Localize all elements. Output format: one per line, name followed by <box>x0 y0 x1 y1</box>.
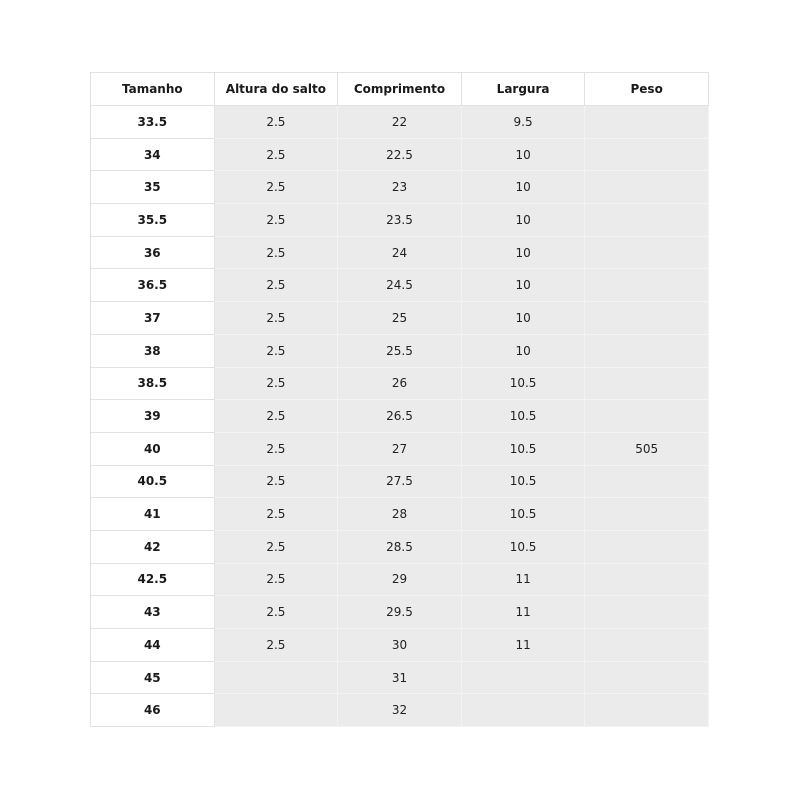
cell-width: 11 <box>461 629 585 662</box>
cell-heel-height: 2.5 <box>214 563 338 596</box>
cell-length: 28.5 <box>338 530 462 563</box>
cell-size: 42 <box>91 530 215 563</box>
table-row <box>91 432 709 465</box>
cell-width <box>461 661 585 694</box>
cell-width: 10.5 <box>461 498 585 531</box>
cell-weight <box>585 106 709 139</box>
cell-heel-height: 2.5 <box>214 236 338 269</box>
cell-heel-height: 2.5 <box>214 138 338 171</box>
cell-size: 36.5 <box>91 269 215 302</box>
cell-length: 22.5 <box>338 138 462 171</box>
cell-length: 23.5 <box>338 204 462 237</box>
cell-length: 32 <box>338 694 462 727</box>
table-row <box>91 694 709 727</box>
cell-width: 10 <box>461 204 585 237</box>
cell-width: 11 <box>461 563 585 596</box>
cell-weight <box>585 563 709 596</box>
cell-length: 26 <box>338 367 462 400</box>
cell-heel-height: 2.5 <box>214 465 338 498</box>
cell-size: 36 <box>91 236 215 269</box>
cell-weight <box>585 138 709 171</box>
cell-heel-height: 2.5 <box>214 106 338 139</box>
cell-length: 26.5 <box>338 400 462 433</box>
table-row <box>91 367 709 400</box>
cell-heel-height: 2.5 <box>214 629 338 662</box>
cell-length: 29 <box>338 563 462 596</box>
table-row <box>91 269 709 302</box>
cell-length: 24.5 <box>338 269 462 302</box>
cell-weight <box>585 334 709 367</box>
table-header <box>91 73 709 106</box>
cell-width: 10 <box>461 302 585 335</box>
cell-weight <box>585 694 709 727</box>
cell-heel-height <box>214 694 338 727</box>
cell-heel-height: 2.5 <box>214 596 338 629</box>
cell-size: 38.5 <box>91 367 215 400</box>
cell-weight <box>585 171 709 204</box>
column-header-altura-do-salto: Altura do salto <box>214 73 338 106</box>
table-row <box>91 236 709 269</box>
cell-length: 31 <box>338 661 462 694</box>
cell-length: 24 <box>338 236 462 269</box>
cell-heel-height: 2.5 <box>214 334 338 367</box>
cell-width: 10.5 <box>461 530 585 563</box>
cell-size: 37 <box>91 302 215 335</box>
table-body <box>91 106 709 727</box>
cell-size: 38 <box>91 334 215 367</box>
cell-weight <box>585 204 709 237</box>
table-row <box>91 106 709 139</box>
cell-length: 28 <box>338 498 462 531</box>
cell-size: 45 <box>91 661 215 694</box>
table-row <box>91 400 709 433</box>
cell-heel-height: 2.5 <box>214 269 338 302</box>
cell-weight: 505 <box>585 432 709 465</box>
column-header-peso: Peso <box>585 73 709 106</box>
cell-weight <box>585 498 709 531</box>
size-chart-table <box>90 72 709 727</box>
cell-heel-height: 2.5 <box>214 171 338 204</box>
table-row <box>91 171 709 204</box>
table-row <box>91 498 709 531</box>
cell-width <box>461 694 585 727</box>
cell-width: 10 <box>461 138 585 171</box>
cell-size: 33.5 <box>91 106 215 139</box>
cell-heel-height <box>214 661 338 694</box>
cell-weight <box>585 530 709 563</box>
table-row <box>91 204 709 237</box>
cell-length: 29.5 <box>338 596 462 629</box>
header-row <box>91 73 709 106</box>
cell-weight <box>585 236 709 269</box>
cell-width: 10 <box>461 334 585 367</box>
cell-size: 46 <box>91 694 215 727</box>
cell-size: 42.5 <box>91 563 215 596</box>
cell-size: 40 <box>91 432 215 465</box>
cell-width: 10 <box>461 269 585 302</box>
cell-weight <box>585 596 709 629</box>
table-row <box>91 530 709 563</box>
table-row <box>91 661 709 694</box>
cell-heel-height: 2.5 <box>214 432 338 465</box>
cell-heel-height: 2.5 <box>214 367 338 400</box>
column-header-comprimento: Comprimento <box>338 73 462 106</box>
cell-length: 25 <box>338 302 462 335</box>
cell-width: 10.5 <box>461 465 585 498</box>
cell-weight <box>585 661 709 694</box>
table-row <box>91 596 709 629</box>
cell-weight <box>585 367 709 400</box>
cell-heel-height: 2.5 <box>214 498 338 531</box>
cell-weight <box>585 400 709 433</box>
cell-size: 35.5 <box>91 204 215 237</box>
cell-size: 44 <box>91 629 215 662</box>
cell-width: 10.5 <box>461 400 585 433</box>
table-row <box>91 629 709 662</box>
cell-weight <box>585 629 709 662</box>
cell-size: 39 <box>91 400 215 433</box>
cell-size: 34 <box>91 138 215 171</box>
cell-size: 43 <box>91 596 215 629</box>
table-row <box>91 465 709 498</box>
cell-width: 10.5 <box>461 432 585 465</box>
table-row <box>91 302 709 335</box>
column-header-largura: Largura <box>461 73 585 106</box>
cell-width: 9.5 <box>461 106 585 139</box>
cell-width: 11 <box>461 596 585 629</box>
cell-weight <box>585 302 709 335</box>
cell-heel-height: 2.5 <box>214 204 338 237</box>
cell-width: 10.5 <box>461 367 585 400</box>
cell-heel-height: 2.5 <box>214 302 338 335</box>
cell-length: 25.5 <box>338 334 462 367</box>
column-header-tamanho: Tamanho <box>91 73 215 106</box>
cell-weight <box>585 269 709 302</box>
cell-heel-height: 2.5 <box>214 530 338 563</box>
cell-length: 23 <box>338 171 462 204</box>
cell-weight <box>585 465 709 498</box>
table-row <box>91 138 709 171</box>
cell-width: 10 <box>461 236 585 269</box>
cell-size: 41 <box>91 498 215 531</box>
cell-size: 35 <box>91 171 215 204</box>
cell-width: 10 <box>461 171 585 204</box>
cell-heel-height: 2.5 <box>214 400 338 433</box>
cell-length: 27.5 <box>338 465 462 498</box>
table-row <box>91 563 709 596</box>
table-row <box>91 334 709 367</box>
cell-size: 40.5 <box>91 465 215 498</box>
cell-length: 22 <box>338 106 462 139</box>
cell-length: 30 <box>338 629 462 662</box>
cell-length: 27 <box>338 432 462 465</box>
